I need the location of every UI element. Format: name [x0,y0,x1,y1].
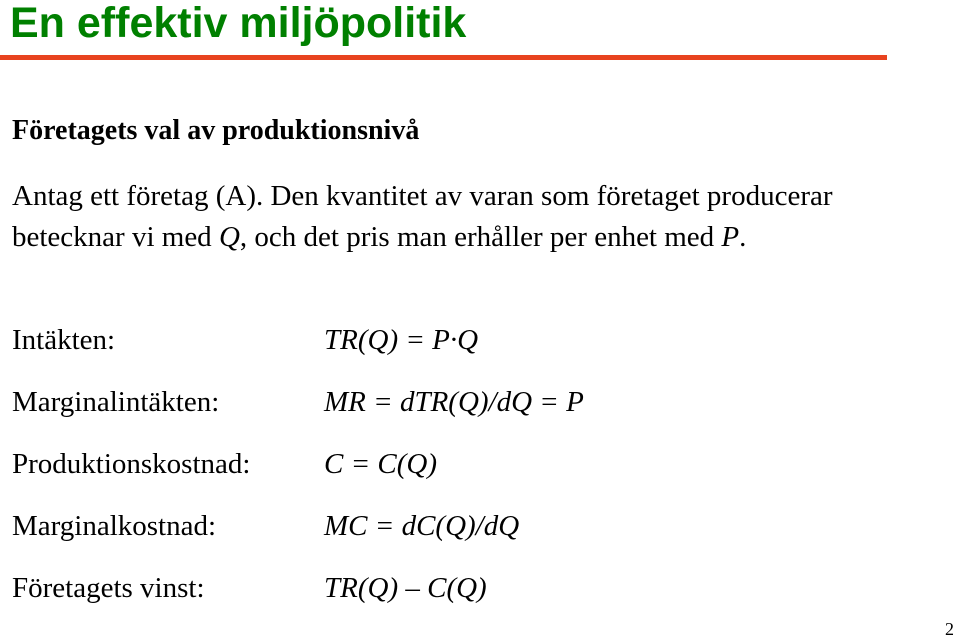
quantity-variable: Q [218,220,240,253]
slide-title: En effektiv miljöpolitik [10,0,467,47]
formula-row-cost [12,444,932,506]
formula-expression: MC = dC(Q)/dQ [324,510,520,542]
formula-expression: TR(Q) – C(Q) [324,572,487,604]
formula-label: Marginalkostnad: [12,510,217,542]
formula-label: Marginalintäkten: [12,386,220,418]
formula-expression: MR = dTR(Q)/dQ = P [324,386,584,418]
formula-row-revenue [12,320,932,382]
formula-label: Intäkten: [12,324,116,356]
formula-expression: TR(Q) = P·Q [324,324,479,356]
formula-label: Produktionskostnad: [12,448,251,480]
intro-text-2: , och det pris man erhåller per enhet med [239,220,722,253]
title-underline [0,55,887,60]
section-heading: Företagets val av produktionsnivå [12,115,420,146]
intro-text-3: . [739,220,747,253]
formula-row-marginal-cost [12,506,932,568]
formula-row-marginal-revenue [12,382,932,444]
formula-expression: C = C(Q) [324,448,438,480]
price-variable: P [721,220,740,253]
formula-row-profit [12,568,932,630]
intro-text-1: Antag ett företag (A). Den kvantitet av varan som företaget producerar betecknar vi med [12,180,833,253]
formula-label: Företagets vinst: [12,572,205,604]
page-number: 2 [945,619,954,639]
formula-list [12,320,932,630]
intro-paragraph [12,176,912,257]
